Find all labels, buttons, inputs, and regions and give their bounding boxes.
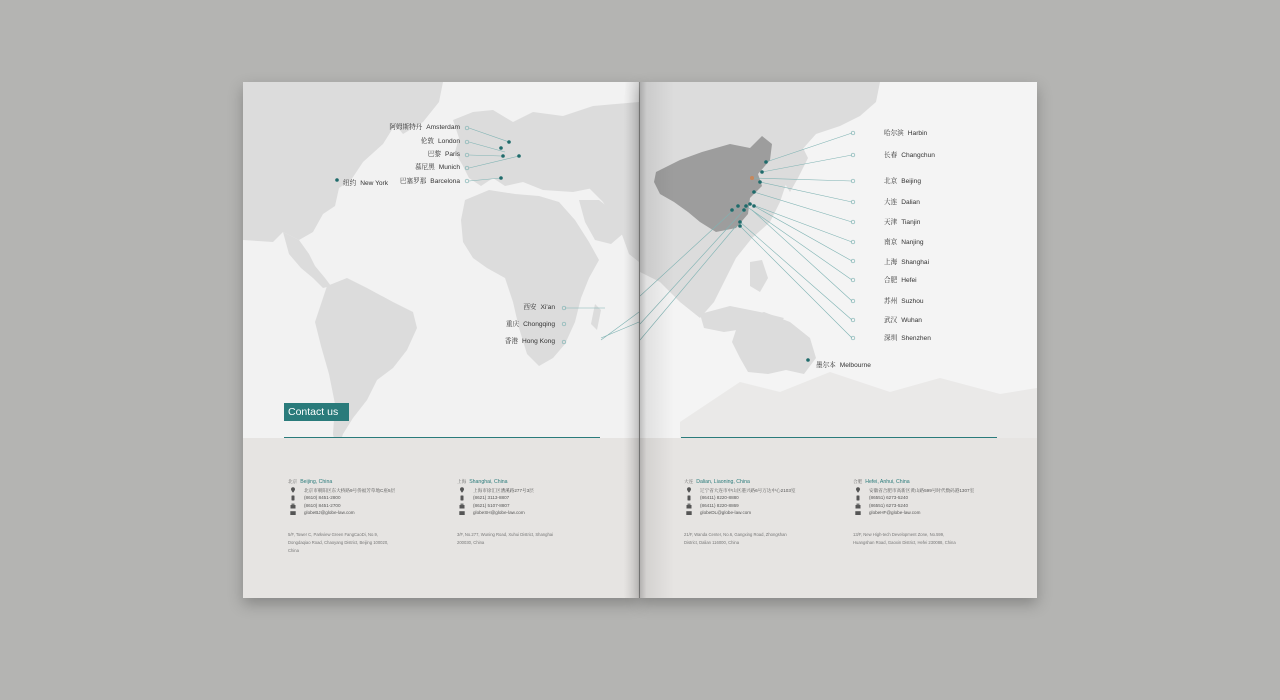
phone-icon: [686, 495, 692, 501]
label-dalian: 大连 Dalian: [884, 198, 920, 206]
email-icon: [459, 510, 465, 516]
office-dalian: 大连 Dalian, Liaoning, China 辽宁省大连市中山区港兴路6号万达中心2103室 (86411) 8220-8880 (86411) 8220-8869 globeDL@globe-law.com 21/F, Wanda Center, No.6, Gangxing Road, Zhongshan District, Dalian 116000, China: [684, 479, 796, 545]
label-nanjing: 南京 Nanjing: [884, 238, 924, 246]
email-icon: [686, 510, 692, 516]
label-melbourne: 墨尔本 Melbourne: [816, 361, 871, 369]
label-changchun: 长春 Changchun: [884, 151, 935, 159]
dot-newyork: [335, 178, 339, 182]
fax-icon: [459, 503, 465, 509]
label-suzhou: 苏州 Suzhou: [884, 297, 924, 305]
label-hefei: 合肥 Hefei: [884, 276, 917, 284]
fax-icon: [855, 503, 861, 509]
label-harbin: 哈尔滨 Harbin: [884, 129, 928, 137]
label-barcelona: 巴塞罗那 Barcelona: [399, 177, 460, 185]
dot-melbourne: [806, 358, 810, 362]
dot-paris: [501, 154, 505, 158]
office-shanghai: 上海 Shanghai, China 上海市徐汇区漕溪路277号3层 (8621) 3113-8807 (8621) 5107-8807 globeSH@globe-law.com 3/F, No.277, Wuning Road, Xuhui District, Shanghai 200030, China: [457, 479, 554, 545]
label-hongkong: 香港 Hong Kong: [504, 337, 555, 345]
label-paris: 巴黎 Paris: [427, 150, 460, 158]
phone-icon: [290, 495, 296, 501]
label-wuhan: 武汉 Wuhan: [884, 316, 922, 324]
label-tianjin: 天津 Tianjin: [884, 218, 921, 226]
office-beijing: 北京 Beijing, China 北京市朝阳区东大桥路9号侨福芳草地C座5层 (8610) 8451-2800 (8610) 8451-2700 globeBJ@globe-law.com 5/F, Tower C, Parkview Green FangCaoDi, No.9, Dongdaqiao Road, Chaoyang District, Beijing 100020, China: [288, 479, 396, 553]
fax-icon: [290, 503, 296, 509]
label-beijing: 北京 Beijing: [884, 177, 921, 185]
label-chongqing: 重庆 Chongqing: [505, 320, 555, 328]
office-hefei: 合肥 Hefei, Anhui, China 安徽省合肥市高新区黄山路599号时代数码港1307室 (86551) 6273-5240 (86551) 6273-5240 globeHF@globe-law.com 13/F, New High-tech Development Zone, No.599, Huangshan Road, Gaoxin District, Hefei 230088, China: [853, 479, 975, 545]
dot-beijing-highlight: [750, 176, 754, 180]
label-shenzhen: 深圳 Shenzhen: [884, 334, 931, 342]
email-icon: [290, 510, 296, 516]
phone-icon: [855, 495, 861, 501]
email-icon: [855, 510, 861, 516]
right-divider-line: [681, 437, 997, 438]
label-newyork: 纽约 New York: [343, 179, 389, 187]
label-xian: 西安 Xi'an: [523, 303, 555, 311]
dot-barcelona: [499, 176, 503, 180]
dot-london: [499, 146, 503, 150]
dot-amsterdam: [507, 140, 511, 144]
phone-icon: [459, 495, 465, 501]
left-divider-line: [284, 437, 600, 438]
location-pin-icon: [855, 487, 861, 493]
location-pin-icon: [290, 487, 296, 493]
location-pin-icon: [686, 487, 692, 493]
label-munich: 慕尼黑 Munich: [414, 163, 460, 171]
label-amsterdam: 阿姆斯特丹 Amsterdam: [389, 123, 460, 131]
contact-us-heading: Contact us: [284, 403, 349, 421]
location-pin-icon: [459, 487, 465, 493]
fax-icon: [686, 503, 692, 509]
dot-munich: [517, 154, 521, 158]
label-london: 伦敦 London: [420, 137, 460, 145]
label-shanghai: 上海 Shanghai: [884, 258, 930, 266]
